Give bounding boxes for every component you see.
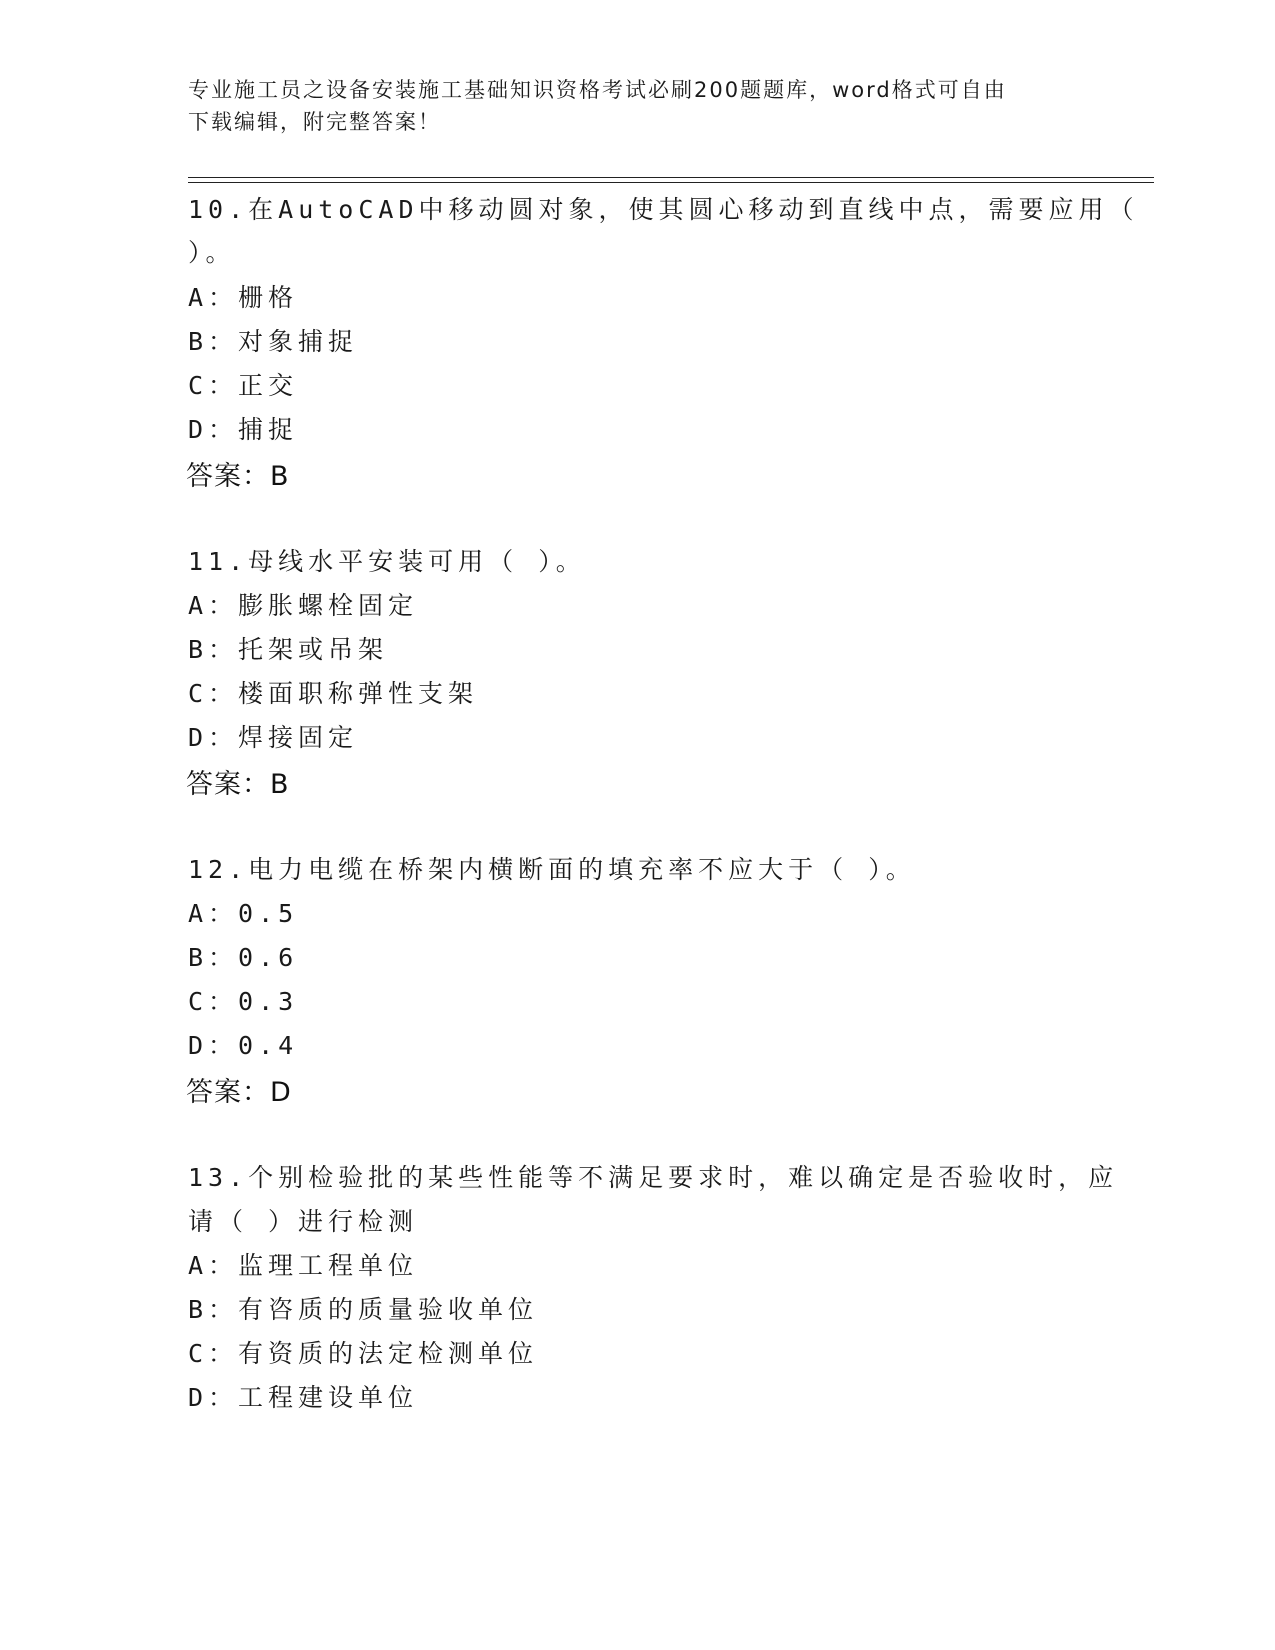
header-title-line-2: 下载编辑，附完整答案！ [188,110,441,134]
header-divider-top [188,177,1154,178]
question-10-option-d: D：捕捉 [188,415,299,444]
question-10-answer: 答案：B [186,461,290,492]
question-10-stem-line-2: ）。 [188,238,236,267]
question-11-option-d: D：焊接固定 [188,723,359,752]
question-13-stem-line-2: 请（ ）进行检测 [188,1207,419,1236]
question-13-option-b: B：有咨质的质量验收单位 [188,1295,539,1324]
question-12-stem-line-1: 12.电力电缆在桥架内横断面的填充率不应大于（ ）。 [188,855,916,884]
question-12-option-a: A：0.5 [188,899,299,928]
question-13-option-d: D：工程建设单位 [188,1383,419,1412]
document-header [188,74,1068,138]
question-10-option-c: C：正交 [188,371,299,400]
header-divider-bottom [188,182,1154,183]
question-12-option-b: B：0.6 [188,943,299,972]
question-11-option-c: C：楼面职称弹性支架 [188,679,479,708]
question-11-answer: 答案：B [186,769,290,800]
question-12-option-c: C：0.3 [188,987,299,1016]
question-12-answer: 答案：D [186,1077,292,1108]
question-13-option-c: C：有资质的法定检测单位 [188,1339,539,1368]
question-10-option-a: A：栅格 [188,283,299,312]
question-13-option-a: A：监理工程单位 [188,1251,419,1280]
question-11-option-b: B：托架或吊架 [188,635,389,664]
question-10-stem-line-1: 10.在AutoCAD中移动圆对象，使其圆心移动到直线中点，需要应用（ [188,195,1139,224]
question-11-option-a: A：膨胀螺栓固定 [188,591,419,620]
question-11-stem-line-1: 11.母线水平安装可用（ ）。 [188,547,586,576]
question-12-option-d: D：0.4 [188,1031,299,1060]
question-10-option-b: B：对象捕捉 [188,327,359,356]
question-13-stem-line-1: 13.个别检验批的某些性能等不满足要求时，难以确定是否验收时，应 [188,1163,1119,1192]
header-title-line-1: 专业施工员之设备安装施工基础知识资格考试必刷200题题库，word格式可自由 [188,78,1007,102]
